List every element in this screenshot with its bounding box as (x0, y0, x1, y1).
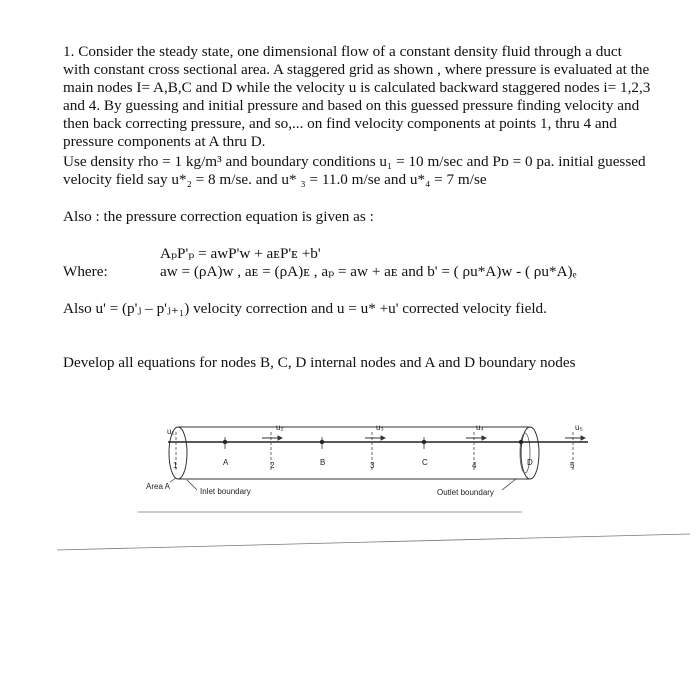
outlet-boundary-label: Outlet boundary (437, 488, 494, 497)
velocity-node-5: 5 (570, 461, 575, 470)
pressure-correction-intro: Also : the pressure correction equation is given as : (63, 208, 374, 225)
velocity-label-u1: u₁ (167, 427, 175, 436)
outlet-pointer (502, 479, 516, 490)
scan-line (57, 534, 690, 550)
pressure-correction-equation: AₚP'ₚ = aᴡP'ᴡ + aᴇP'ᴇ +b' (160, 245, 321, 262)
velocity-node-3: 3 (370, 461, 375, 470)
pressure-label-A: A (223, 458, 229, 467)
velocity-label-u3: u₃ (376, 423, 384, 432)
text-line: main nodes I= A,B,C and D while the velocity u is calculated backward staggered nodes i= 1,2,3 (63, 79, 651, 96)
text-line: velocity field say u*₂ = 8 m/se. and u* ₃ = 11.0 m/se and u*₄ = 7 m/se (63, 171, 487, 188)
area-label: Area A (146, 482, 171, 491)
velocity-correction-text: Also u' = (p'ⱼ – p'ⱼ₊₁) velocity correction and u = u* +u' corrected velocity field. (63, 300, 547, 317)
velocity-node-2: 2 (270, 461, 275, 470)
coefficient-definitions: aᴡ = (ρA)ᴡ , aᴇ = (ρA)ᴇ , aₚ = aᴡ + aᴇ and b' = ( ρu*A)ᴡ - ( ρu*A)ₑ (160, 263, 577, 280)
text-line: with constant cross sectional area. A staggered grid as shown , where pressure is evaluated at the (63, 61, 650, 78)
inlet-boundary-label: Inlet boundary (200, 487, 251, 496)
velocity-node-4: 4 (472, 461, 477, 470)
pressure-label-B: B (320, 458, 326, 467)
area-pointer (170, 478, 176, 482)
where-label: Where: (63, 263, 108, 280)
pressure-node-D (519, 440, 523, 444)
velocity-arrow-3 (365, 436, 385, 440)
velocity-arrow-4 (466, 436, 486, 440)
velocity-label-u2: u₂ (276, 423, 284, 432)
text-line: then back correcting pressure, and so,... on find velocity components at points 1, thru 4 and (63, 115, 617, 132)
pressure-label-D: D (527, 458, 533, 467)
velocity-node-1: 1 (173, 461, 178, 470)
text-line: 1. Consider the steady state, one dimensional flow of a constant density fluid through a duct (63, 43, 622, 60)
velocity-label-u4: u₄ (476, 423, 484, 432)
inlet-pointer (187, 480, 197, 490)
text-line: pressure components at A thru D. (63, 133, 266, 150)
text-line: and 4. By guessing and initial pressure and based on this guessed pressure finding velocity and (63, 97, 640, 114)
velocity-arrow-5 (565, 436, 585, 440)
text-line: Use density rho = 1 kg/m³ and boundary conditions u₁ = 10 m/sec and Pᴅ = 0 pa. initial guessed (63, 153, 646, 170)
pressure-label-C: C (422, 458, 428, 467)
velocity-label-u5: u₅ (575, 423, 583, 432)
develop-instruction: Develop all equations for nodes B, C, D internal nodes and A and D boundary nodes (63, 354, 576, 371)
velocity-arrow-2 (262, 436, 282, 440)
